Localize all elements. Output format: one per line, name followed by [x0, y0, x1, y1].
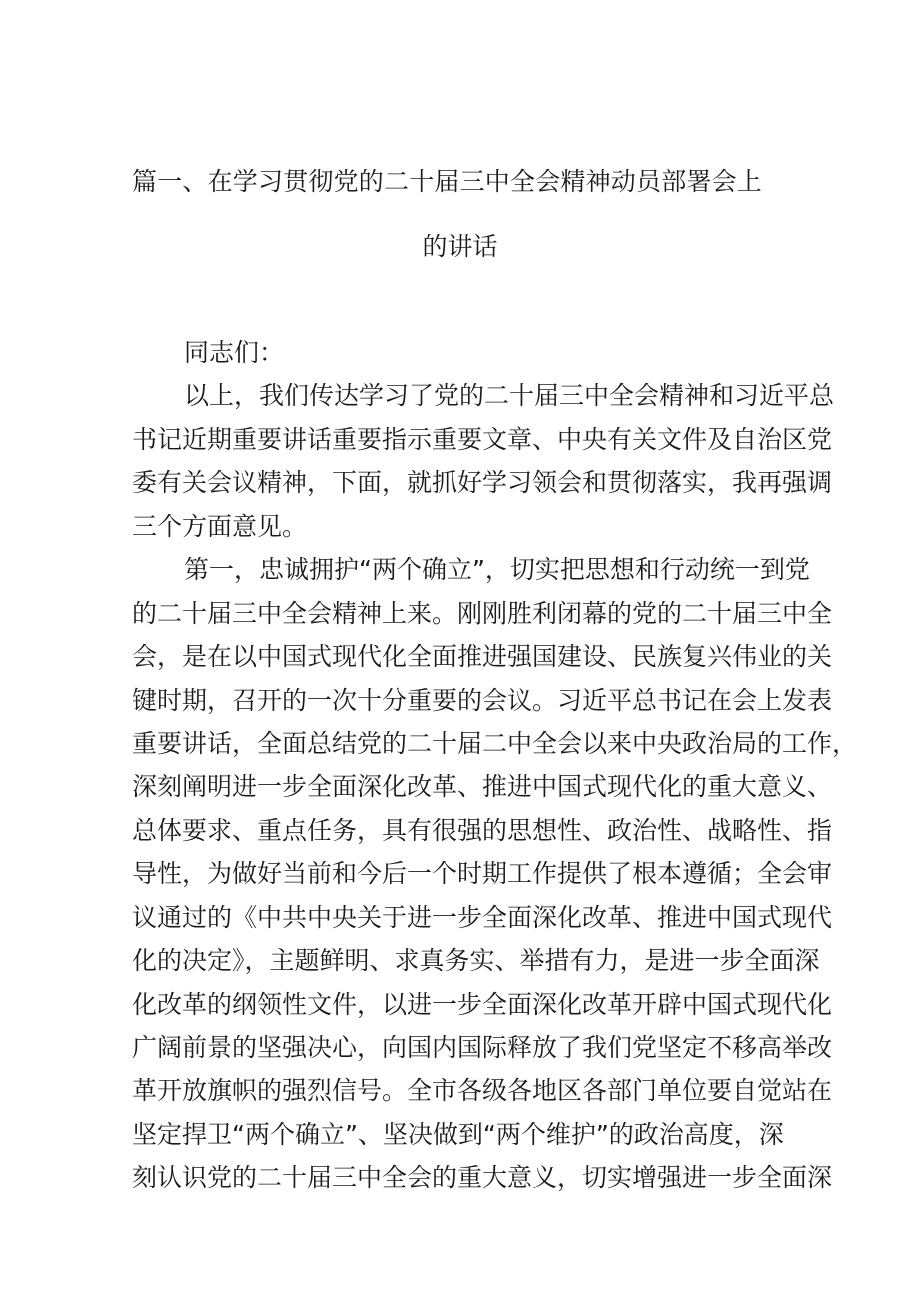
paragraph-line: 导性，为做好当前和今后一个时期工作提供了根本遵循；全会审 — [132, 859, 833, 889]
paragraph-line: 以上，我们传达学习了党的二十届三中全会精神和习近平总 — [184, 381, 835, 411]
paragraph-line: 三个方面意见。 — [132, 511, 308, 541]
paragraph-line: 坚定捍卫“两个确立”、坚决做到“两个维护”的政治高度，深 — [132, 1119, 784, 1149]
paragraph-line: 的二十届三中全会精神上来。刚刚胜利闭幕的党的二十届三中全 — [132, 598, 833, 628]
paragraph-line: 键时期，召开的一次十分重要的会议。习近平总书记在会上发表 — [132, 685, 833, 715]
paragraph-line: 化的决定》，主题鲜明、求真务实、举措有力，是进一步全面深 — [132, 946, 820, 976]
document-body — [132, 331, 858, 1200]
document-title-line-2: 的讲话 — [422, 232, 498, 261]
paragraph-line: 委有关会议精神，下面，就抓好学习领会和贯彻落实，我再强调 — [132, 468, 833, 498]
paragraph-line: 书记近期重要讲话重要指示重要文章、中央有关文件及自治区党 — [132, 424, 833, 454]
paragraph-line: 总体要求、重点任务，具有很强的思想性、政治性、战略性、指 — [132, 815, 833, 845]
paragraph-line: 革开放旗帜的强烈信号。全市各级各地区各部门单位要自觉站在 — [132, 1076, 833, 1106]
paragraph-line: 会，是在以中国式现代化全面推进强国建设、民族复兴伟业的关 — [132, 642, 833, 672]
paragraph-line: 议通过的《中共中央关于进一步全面深化改革、推进中国式现代 — [132, 902, 833, 932]
document-title-line-1: 篇一、在学习贯彻党的二十届三中全会精神动员部署会上 — [132, 167, 763, 196]
paragraph-line: 深刻阐明进一步全面深化改革、推进中国式现代化的重大意义、 — [132, 772, 833, 802]
salutation: 同志们： — [184, 338, 285, 367]
paragraph-line: 广阔前景的坚强决心，向国内国际释放了我们党坚定不移高举改 — [132, 1033, 833, 1062]
paragraph-line: 重要讲话，全面总结党的二十届二中全会以来中央政治局的工作， — [132, 728, 858, 758]
paragraph-line: 第一，忠诚拥护“两个确立”，切实把思想和行动统一到党 — [184, 555, 810, 585]
paragraph-line: 刻认识党的二十届三中全会的重大意义，切实增强进一步全面深 — [132, 1163, 833, 1193]
paragraph-line: 化改革的纲领性文件，以进一步全面深化改革开辟中国式现代化 — [132, 989, 833, 1019]
